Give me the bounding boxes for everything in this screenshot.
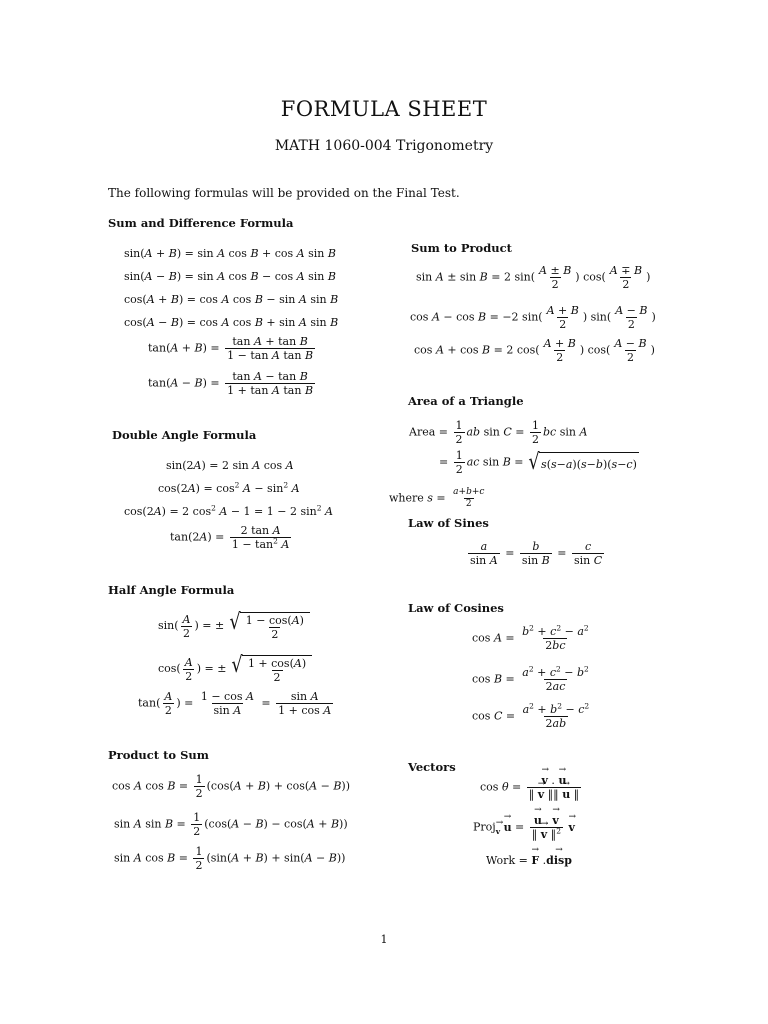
formula-sin-sum: sin(A + B) = sin A cos B + cos A sin B: [124, 247, 336, 260]
heading-area-triangle: Area of a Triangle: [408, 394, 524, 408]
page-subtitle: MATH 1060-004 Trigonometry: [274, 138, 494, 154]
proj-label: Proj: [473, 820, 496, 834]
formula-cos-a: cos A = $\frac{b^2 + c^2 - a^2}{2bc}$: [472, 623, 589, 652]
heading-sum-difference: Sum and Difference Formula: [108, 216, 294, 230]
formula-projection: Proj$_v$ → u = → $\frac{u . \to v}{‖ \to v ‖^2}$ → v: [473, 815, 575, 840]
formula-semiperimeter: where s = $\frac{a+b+c}{2}$: [389, 487, 485, 509]
formula-cos-cos: cos A cos B = $\frac{1}{2}$ (cos(A + B) + cos(A − B)): [112, 773, 350, 800]
formula-cos-minus-cos: cos A − cos B = −2 sin( $\frac{A + B}{2}$ ) sin( $\frac{A - B}{2}$ ): [410, 304, 656, 331]
formula-angle-vectors: cos θ = → $\frac{v . \to u}{‖ \to v ‖‖ \to u ‖}$: [480, 775, 583, 800]
where-label: where: [389, 491, 424, 505]
heading-vectors: Vectors: [408, 760, 456, 774]
formula-work: Work = → F .→ disp: [486, 855, 572, 866]
formula-tan-sum: tan(A + B) = $\frac{\text{tan A + tan B}}{\text{1 − tan A tan B}}$: [148, 335, 314, 362]
intro-text: The following formulas will be provided on the Final Test.: [108, 186, 460, 200]
formula-cos-half: cos( $\frac{A}{2}$ ) = ± √ $\frac{1 + \cos(A)}{2}$: [158, 655, 312, 683]
formula-tan-half: tan( $\frac{A}{2}$ ) = $\frac{\text{1 − cos A}}{\text{sin A}}$ = $\frac{\text{sin A}}{\text{1 + cos A}}$: [138, 690, 332, 717]
work-label: Work: [486, 854, 516, 867]
formula-cos-sum: cos(A + B) = cos A cos B − sin A sin B: [124, 293, 339, 306]
formula-sin-pm-sin: sin A ± sin B = 2 sin( $\frac{A \pm B}{2}$ ) cos( $\frac{A \mp B}{2}$ ): [416, 264, 651, 291]
area-label: Area: [409, 425, 436, 439]
formula-area-2: = $\frac{1}{2}$ ac sin B = √ s ( s − a )( s − b )( s − c ): [439, 449, 637, 476]
formula-cos-b: cos B = $\frac{a^2 + c^2 - b^2}{2ac}$: [472, 664, 589, 693]
formula-tan-diff: tan(A − B) = $\frac{\text{tan A − tan B}}{\text{1 + tan A tan B}}$: [148, 370, 314, 397]
disp-vector: → disp: [546, 855, 572, 866]
formula-cos-double-1: $\cos(2A) = \cos^2 A - \sin^2 A$: [158, 480, 300, 495]
formula-sin-cos: sin A cos B = $\frac{1}{2}$ (sin(A + B) + sin(A − B)): [114, 845, 346, 872]
heading-double-angle: Double Angle Formula: [112, 428, 257, 442]
formula-law-sines: $\frac{a}{\text{sin A}}$ = $\frac{b}{\text{sin B}}$ = $\frac{c}{\text{sin C}}$: [470, 540, 603, 567]
formula-tan-double: tan(2A) = $\frac{\text{2 tan A}}{1 - \tan^2 A}$: [170, 524, 290, 551]
formula-sin-sin: sin A sin B = $\frac{1}{2}$ (cos(A − B) − cos(A + B)): [114, 811, 348, 838]
heading-product-to-sum: Product to Sum: [108, 748, 209, 762]
formula-area-1: Area = $\frac{1}{2}$ ab sin C = $\frac{1}{2}$ bc sin A: [409, 419, 588, 446]
heading-sum-to-product: Sum to Product: [411, 241, 512, 255]
formula-cos-double-2: cos(2A) = 2 $\cos^2 A - 1 = 1 - 2$ $\sin^2 A$: [124, 503, 333, 518]
page-number: 1: [380, 933, 388, 946]
formula-cos-diff: cos(A − B) = cos A cos B + sin A sin B: [124, 316, 339, 329]
heading-half-angle: Half Angle Formula: [108, 583, 235, 597]
formula-cos-c: cos C = $\frac{a^2 + b^2 - c^2}{2ab}$: [472, 701, 590, 730]
page-title: FORMULA SHEET: [280, 97, 488, 121]
formula-sin-diff: sin(A − B) = sin A cos B − cos A sin B: [124, 270, 336, 283]
heading-law-cosines: Law of Cosines: [408, 601, 504, 615]
formula-sin-double: sin(2A) = 2 sin A cos A: [166, 459, 294, 472]
formula-cos-plus-cos: cos A + cos B = 2 cos( $\frac{A + B}{2}$ ) cos( $\frac{A - B}{2}$ ): [414, 337, 655, 364]
formula-sin-half: sin( $\frac{A}{2}$ ) = ± √ $\frac{1 - \cos(A)}{2}$: [158, 612, 310, 640]
heading-law-sines: Law of Sines: [408, 516, 489, 530]
